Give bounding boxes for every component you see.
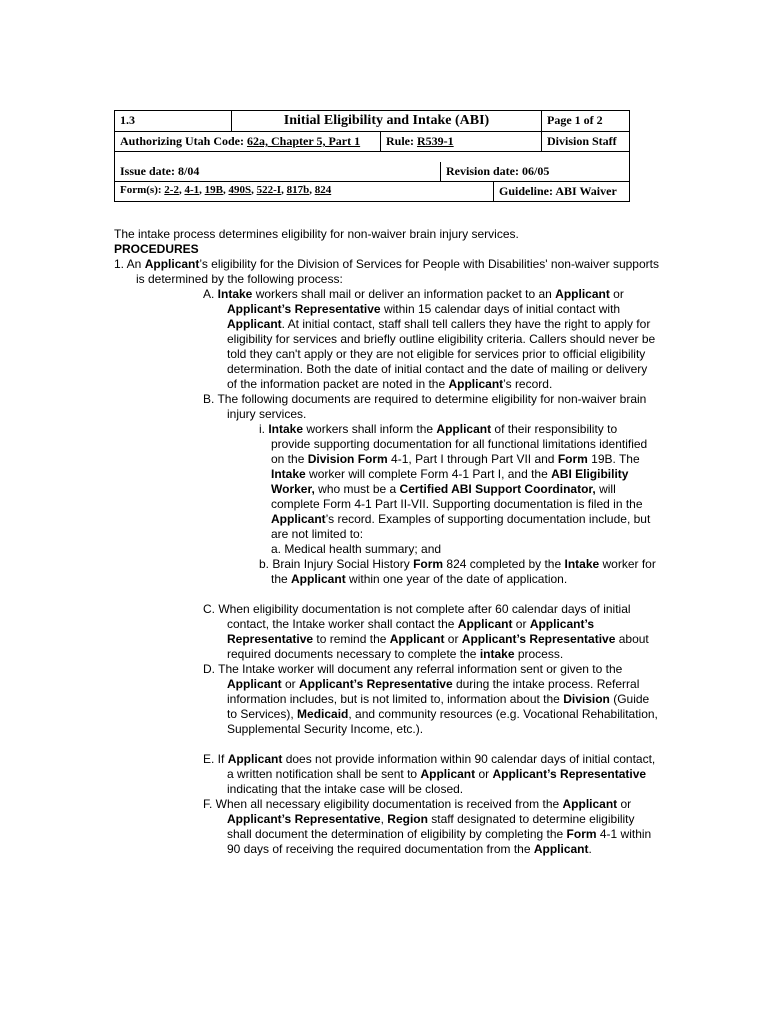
form-link[interactable]: 2-2: [164, 184, 179, 196]
bold-term: Applicant: [457, 617, 513, 631]
spacer: [114, 587, 659, 602]
text-segment: ’s record.: [503, 377, 553, 391]
rule-link[interactable]: R539-1: [417, 134, 454, 148]
text-segment: ,: [380, 812, 388, 826]
bold-term: Applicant: [227, 752, 283, 766]
text-segment: workers shall inform the: [303, 422, 437, 436]
text-segment: or: [444, 632, 462, 646]
text-segment: ’s eligibility for the Division of Services for People with Disabilities' non-waiver supports is determined by the following process:: [136, 257, 659, 286]
procedure-b-i: [259, 422, 659, 542]
text-segment: indicating that the intake case will be closed.: [227, 782, 464, 796]
text-segment: staff designated to determine eligibility shall document the determination of eligibility by completing the: [227, 812, 635, 841]
bold-term: Applicant’s Representative: [227, 812, 381, 826]
document-title: Initial Eligibility and Intake (ABI): [231, 111, 541, 131]
header-row-1: [115, 111, 629, 131]
bold-term: Applicant: [555, 287, 610, 301]
bold-term: Applicant’s Representative: [299, 677, 453, 691]
text-segment: 4-1 within 90 days of receiving the required documentation from the: [227, 827, 652, 856]
procedures-heading: PROCEDURES: [114, 242, 199, 256]
bold-term: Region: [387, 812, 428, 826]
bold-term: Applicant: [291, 572, 346, 586]
text-segment: worker for the: [271, 557, 656, 586]
text-segment: does not provide information within 90 calendar days of initial contact, a written notification shall be sent to: [227, 752, 656, 781]
procedure-b-b: [259, 557, 659, 587]
authorizing-code: [115, 132, 380, 151]
text-segment: about required documents necessary to complete the: [227, 632, 649, 661]
procedure-d: [203, 662, 659, 737]
text-segment: 4-1, Part I through Part VII and: [387, 452, 558, 466]
rule: [380, 132, 541, 151]
bold-term: intake: [479, 647, 515, 661]
text-segment: within one year of the date of application.: [345, 572, 568, 586]
text-segment: of their responsibility to provide supporting documentation for all functional limitations identified on the: [271, 422, 648, 466]
staff-label: Division Staff: [541, 132, 629, 151]
text-segment: to remind the: [313, 632, 390, 646]
issue-date: Issue date: 8/04: [120, 164, 200, 178]
text-segment: ’s record. Examples of supporting documentation include, but are not limited to:: [271, 512, 651, 541]
page-indicator: Page 1 of 2: [541, 111, 629, 131]
text-segment: process.: [514, 647, 564, 661]
authorizing-code-link[interactable]: 62a, Chapter 5, Part 1: [247, 134, 361, 148]
revision-date: Revision date: 06/05: [440, 162, 629, 181]
text-segment: worker will complete Form 4-1 Part I, and the: [305, 467, 552, 481]
bold-term: Certified ABI Support Coordinator,: [399, 482, 596, 496]
bold-term: Applicant’s Representative: [492, 767, 647, 781]
header-table: [114, 110, 630, 202]
text-segment: 19B. The: [587, 452, 640, 466]
form-link[interactable]: 19B: [204, 184, 223, 196]
text-segment: or: [475, 767, 493, 781]
procedure-f: [203, 797, 659, 857]
text-segment: who must be a: [314, 482, 400, 496]
section-number: 1.3: [120, 113, 135, 127]
bold-term: Intake: [564, 557, 600, 571]
bold-term: Applicant: [562, 797, 618, 811]
text-segment: or: [617, 797, 632, 811]
text-segment: .: [588, 842, 592, 856]
text-segment: workers shall mail or deliver an information packet to an: [252, 287, 556, 301]
bold-term: Applicant’s Representative: [227, 617, 595, 646]
document-body: [114, 227, 659, 857]
text-segment: or: [609, 287, 624, 301]
text-segment: . At initial contact, staff shall tell callers they have the right to apply for eligibility for services and briefly outline eligibility criteria. Callers should never be told they can't apply or they are not eligible for services prior to official eligibility determination. Both the date of initial contact and the date of mailing or delivery of the information packet are noted in the: [227, 317, 656, 391]
form-link[interactable]: 824: [314, 184, 332, 196]
form-link[interactable]: 490S: [228, 184, 252, 196]
text-segment: A.: [203, 287, 218, 301]
bold-term: Form: [413, 557, 444, 571]
intro-paragraph: The intake process determines eligibility for non-waiver brain injury services.: [114, 227, 519, 241]
bold-term: Applicant: [436, 422, 492, 436]
text-segment: within 15 calendar days of initial contact with: [380, 302, 621, 316]
rule-label: Rule:: [386, 134, 417, 148]
text-segment: E. If: [203, 752, 228, 766]
bold-term: Applicant: [227, 677, 282, 691]
text-segment: C. When eligibility documentation is not complete after 60 calendar days of initial contact, the Intake worker shall contact the: [203, 602, 631, 631]
text-segment: 824 completed by the: [443, 557, 565, 571]
text-segment: 1. An: [114, 257, 145, 271]
bold-term: Intake: [217, 287, 253, 301]
bold-term: Division Form: [307, 452, 388, 466]
procedure-b: B. The following documents are required to determine eligibility for non-waiver brain injury services.: [203, 392, 647, 421]
text-segment: D. The Intake worker will document any referral information sent or given to the: [203, 662, 623, 676]
bold-term: Applicant: [144, 257, 200, 271]
bold-term: Applicant: [420, 767, 476, 781]
text-segment: during the intake process. Referral information includes, but is not limited to, information about the: [227, 677, 640, 706]
bold-term: Applicant: [227, 317, 282, 331]
forms-label: Form(s):: [120, 184, 165, 196]
form-link[interactable]: 522-I: [256, 184, 282, 196]
bold-term: Medicaid: [297, 707, 349, 721]
text-segment: , and community resources (e.g. Vocational Rehabilitation, Supplemental Security Income, etc.).: [227, 707, 658, 736]
text-segment: i.: [259, 422, 269, 436]
procedure-b-a: a. Medical health summary; and: [271, 542, 442, 556]
bold-term: Division: [563, 692, 610, 706]
spacer: [114, 737, 659, 752]
text-segment: b. Brain Injury Social History: [259, 557, 414, 571]
text-segment: or: [281, 677, 300, 691]
procedure-c: [203, 602, 659, 662]
procedure-1: [114, 257, 659, 287]
bold-term: Applicant’s Representative: [461, 632, 616, 646]
procedure-a: [203, 287, 659, 392]
bold-term: Intake: [271, 467, 306, 481]
bold-term: ABI Eligibility Worker,: [271, 467, 629, 496]
bold-term: Applicant: [448, 377, 504, 391]
header-row-2: [115, 131, 629, 151]
form-link[interactable]: 817b: [286, 184, 310, 196]
header-row-3: [115, 151, 629, 181]
header-row-4: [115, 181, 629, 201]
text-segment: will complete Form 4-1 Part II-VII. Supporting documentation is filed in the: [271, 482, 643, 511]
text-segment: or: [512, 617, 530, 631]
bold-term: Intake: [268, 422, 304, 436]
bold-term: Applicant: [533, 842, 589, 856]
text-segment: F. When all necessary eligibility documentation is received from the: [203, 797, 563, 811]
bold-term: Form: [566, 827, 597, 841]
bold-term: Applicant’s Representative: [227, 302, 381, 316]
form-link[interactable]: 4-1: [184, 184, 200, 196]
authorizing-label: Authorizing Utah Code:: [120, 134, 248, 148]
guideline: Guideline: ABI Waiver: [493, 182, 629, 201]
bold-term: Applicant: [389, 632, 445, 646]
procedure-e: [203, 752, 659, 797]
text-segment: (Guide to Services),: [227, 692, 650, 721]
forms-list: Form(s): 2-2, 4-1, 19B, 490S, 522-I, 817b, 824: [120, 184, 332, 196]
bold-term: Form: [557, 452, 588, 466]
bold-term: Applicant: [271, 512, 326, 526]
